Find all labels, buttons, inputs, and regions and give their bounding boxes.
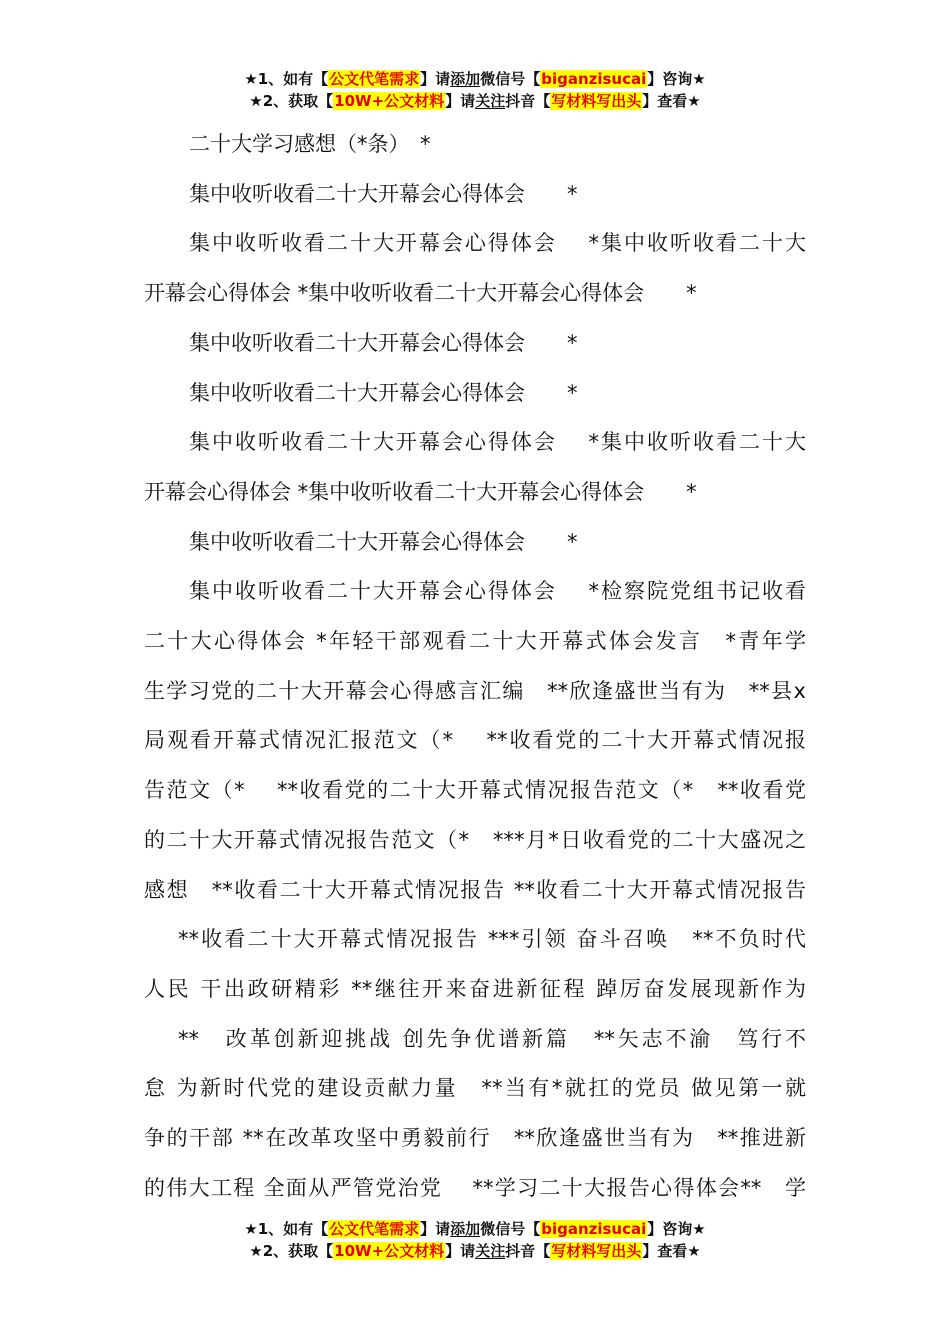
promo-text: 】请 (445, 1242, 476, 1260)
star-icon: ★ (244, 1220, 258, 1238)
promo-highlight: 10W+公文材料 (334, 1242, 445, 1260)
star-icon: ★ (249, 92, 263, 110)
promo-text: 】请 (445, 92, 476, 110)
promo-text: 1、如有【 (257, 1220, 329, 1238)
doc-line-6: 集中收听收看二十大开幕会心得体会 * (189, 380, 578, 405)
promo-text: 2、获取【 (262, 92, 334, 110)
promo-text: 抖音【 (505, 1242, 551, 1260)
doc-line-7: 集中收听收看二十大开幕会心得体会 *集中收听收看二十大 (189, 430, 806, 455)
promo-line-1 (0, 1218, 950, 1240)
promo-highlight: 公文代笔需求 (329, 1220, 420, 1238)
star-icon: ★ (249, 1242, 263, 1260)
star-icon: ★ (692, 1220, 706, 1238)
doc-line-13: 局观看开幕式情况汇报范文（* **收看党的二十大开幕式情况报 (144, 728, 806, 753)
doc-line-18: 人民 干出政研精彩 **继往开来奋进新征程 踔厉奋发展现新作为 (144, 976, 806, 1001)
promo-text: 抖音【 (505, 92, 551, 110)
promo-highlight-douyin-id: 写材料写出头 (551, 1242, 642, 1260)
promo-text: 微信号【 (480, 1220, 541, 1238)
doc-line-4: 开幕会心得体会 *集中收听收看二十大开幕会心得体会 * (144, 281, 697, 306)
promo-text: 】查看 (642, 1242, 688, 1260)
promo-highlight: 公文代笔需求 (329, 70, 420, 88)
promo-line-1 (0, 68, 950, 90)
doc-line-3: 集中收听收看二十大开幕会心得体会 *集中收听收看二十大 (189, 231, 806, 256)
doc-line-2: 集中收听收看二十大开幕会心得体会 * (189, 181, 578, 206)
promo-line-2 (0, 1240, 950, 1262)
doc-line-8: 开幕会心得体会 *集中收听收看二十大开幕会心得体会 * (144, 479, 697, 504)
promo-line-2 (0, 90, 950, 112)
doc-line-16: 感想 **收看二十大开幕式情况报告 **收看二十大开幕式情况报告 (144, 877, 806, 902)
doc-line-10: 集中收听收看二十大开幕会心得体会 *检察院党组书记收看 (189, 579, 806, 604)
doc-line-5: 集中收听收看二十大开幕会心得体会 * (189, 330, 578, 355)
promo-text: 】请 (420, 1220, 451, 1238)
star-icon: ★ (244, 70, 258, 88)
doc-line-22: 的伟大工程 全面从严管党治党 **学习二十大报告心得体会** 学 (144, 1175, 806, 1200)
promo-highlight-douyin-id: 写材料写出头 (551, 92, 642, 110)
doc-line-21: 争的干部 **在改革攻坚中勇毅前行 **欣逢盛世当有为 **推进新 (144, 1126, 806, 1151)
doc-line-11: 二十大心得体会 *年轻干部观看二十大开幕式体会发言 *青年学 (144, 629, 806, 654)
doc-line-17: **收看二十大开幕式情况报告 ***引领 奋斗召唤 **不负时代 (178, 927, 806, 952)
star-icon: ★ (687, 92, 701, 110)
promo-underline: 关注 (475, 1242, 506, 1260)
header-promo-banner (0, 68, 950, 112)
doc-line-20: 怠 为新时代党的建设贡献力量 **当有*就扛的党员 做见第一就 (144, 1076, 806, 1101)
doc-line-14: 告范文（* **收看党的二十大开幕式情况报告范文（* **收看党 (144, 778, 806, 803)
promo-text: 】查看 (642, 92, 688, 110)
footer-promo-banner (0, 1218, 950, 1262)
star-icon: ★ (687, 1242, 701, 1260)
promo-text: 】咨询 (647, 70, 693, 88)
promo-underline: 关注 (475, 92, 506, 110)
promo-underline: 添加 (450, 70, 481, 88)
doc-line-12: 生学习党的二十大开幕会心得感言汇编 **欣逢盛世当有为 **县x (144, 678, 806, 703)
promo-text: 1、如有【 (257, 70, 329, 88)
doc-line-9: 集中收听收看二十大开幕会心得体会 * (189, 529, 578, 554)
promo-highlight: 10W+公文材料 (334, 92, 445, 110)
promo-highlight-wechat-id: biganzisucai (541, 1220, 647, 1238)
promo-text: 】请 (420, 70, 451, 88)
promo-text: 微信号【 (480, 70, 541, 88)
doc-line-1: 二十大学习感想（*条） * (189, 132, 431, 156)
doc-line-19: ** 改革创新迎挑战 创先争优谱新篇 **矢志不渝 笃行不 (178, 1026, 806, 1051)
promo-underline: 添加 (450, 1220, 481, 1238)
star-icon: ★ (692, 70, 706, 88)
promo-text: 2、获取【 (262, 1242, 334, 1260)
promo-highlight-wechat-id: biganzisucai (541, 70, 647, 88)
document-body (144, 120, 806, 1213)
doc-line-15: 的二十大开幕式情况报告范文（* ***月*日收看党的二十大盛况之 (144, 827, 806, 852)
promo-text: 】咨询 (647, 1220, 693, 1238)
